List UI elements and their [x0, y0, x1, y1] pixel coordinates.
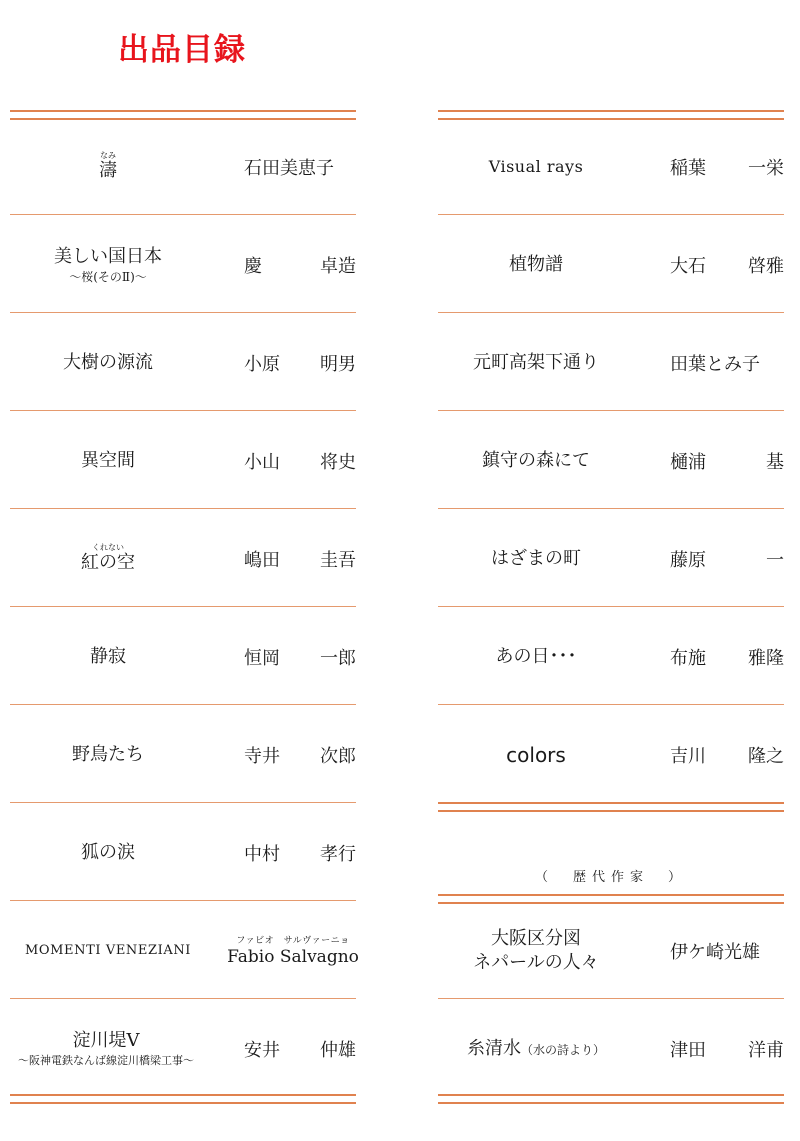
artist-given-name: 仲雄	[320, 1040, 356, 1061]
list-item	[438, 510, 784, 608]
artist-given-name: 明男	[320, 354, 356, 375]
artwork-title: 異空間	[81, 450, 135, 471]
list-item	[438, 902, 784, 1000]
artist-name-ruby: ファビオ サルヴァーニョ	[236, 935, 350, 946]
artist-given-name: 卓造	[320, 256, 356, 277]
list-item	[10, 118, 356, 216]
page-title: 出品目録	[118, 32, 246, 68]
artist-name: 大石	[670, 256, 706, 277]
artist-name: 吉川	[670, 746, 706, 767]
list-item	[438, 118, 784, 216]
artist-given-name: 啓雅	[748, 256, 784, 277]
list-item	[10, 216, 356, 314]
list-item	[10, 608, 356, 706]
artist-name: 石田美恵子	[244, 158, 334, 179]
row-divider	[438, 704, 784, 705]
list-item	[10, 412, 356, 510]
artist-name: 小山	[244, 452, 280, 473]
list-item	[438, 216, 784, 314]
row-divider	[10, 704, 356, 705]
bottom-double-rule	[10, 1094, 356, 1104]
artist-name: 中村	[244, 844, 280, 865]
artist-given-name: 雅隆	[748, 648, 784, 669]
artist-name: 津田	[670, 1040, 706, 1061]
artwork-title: Visual rays	[488, 157, 584, 176]
list-item	[10, 902, 359, 1000]
section-double-rule	[438, 802, 784, 812]
artist-given-name: 一郎	[320, 648, 356, 669]
artwork-title: 狐の涙	[81, 842, 135, 863]
artist-given-name: 隆之	[748, 746, 784, 767]
artwork-subtitle: 〜桜(そのⅡ)〜	[69, 270, 147, 284]
row-divider	[438, 312, 784, 313]
artist-name: 嶋田	[244, 550, 280, 571]
artist-name: 藤原	[670, 550, 706, 571]
artist-name: 恒岡	[244, 648, 280, 669]
artwork-title: 大阪区分図	[491, 928, 581, 949]
artwork-title: 大樹の源流	[63, 352, 153, 373]
list-item	[10, 314, 356, 412]
list-item	[438, 314, 784, 412]
artist-name: 稲葉	[670, 158, 706, 179]
artwork-subtitle: 〜阪神電鉄なんば線淀川橋梁工事〜	[18, 1054, 194, 1067]
artwork-title: 植物譜	[509, 254, 563, 275]
artwork-title-note: （水の詩より）	[520, 1042, 605, 1057]
artist-given-name: 孝行	[320, 844, 356, 865]
row-divider	[438, 508, 784, 509]
artwork-title: MOMENTI VENEZIANI	[24, 943, 192, 958]
row-divider	[438, 410, 784, 411]
artwork-title: colors	[506, 743, 566, 767]
artist-name: 小原	[244, 354, 280, 375]
artwork-title: はざまの町	[491, 548, 581, 569]
row-divider	[10, 802, 356, 803]
section-label: （ 歴代作家 ）	[534, 870, 687, 885]
row-divider	[438, 214, 784, 215]
artist-name: 慶	[244, 256, 262, 277]
artwork-title: 鎮守の森にて	[482, 450, 590, 471]
artist-name: 伊ケ崎光雄	[670, 942, 760, 963]
artwork-title: あの日･･･	[495, 646, 577, 667]
list-item	[438, 706, 784, 804]
artist-name: 安井	[244, 1040, 280, 1061]
list-item	[10, 1000, 356, 1098]
list-item	[438, 608, 784, 706]
row-divider	[10, 410, 356, 411]
row-divider	[10, 214, 356, 215]
artist-given-name: 一栄	[748, 158, 784, 179]
artist-name: 寺井	[244, 746, 280, 767]
artwork-title: 美しい国日本	[54, 246, 162, 267]
bottom-double-rule	[438, 1094, 784, 1104]
row-divider	[438, 998, 784, 999]
row-divider	[10, 606, 356, 607]
list-item	[10, 804, 356, 902]
row-divider	[10, 312, 356, 313]
artist-name: Fabio Salvagno	[227, 946, 359, 967]
artist-given-name: 将史	[320, 452, 356, 473]
artwork-title: 元町高架下通り	[473, 352, 599, 373]
artwork-title: 紅の空	[81, 552, 135, 573]
artwork-title: 濤	[99, 160, 117, 181]
row-divider	[10, 900, 356, 901]
title-ruby: くれない	[92, 543, 124, 552]
artist-name: 樋浦	[670, 452, 706, 473]
artwork-title-second: ネパールの人々	[473, 952, 599, 973]
artwork-title: 淀川堤Ⅴ	[72, 1030, 140, 1051]
row-divider	[438, 606, 784, 607]
list-item	[438, 412, 784, 510]
list-item	[10, 510, 356, 608]
artist-name: 田葉とみ子	[670, 354, 760, 375]
list-item	[10, 706, 356, 804]
title-ruby: なみ	[100, 151, 116, 160]
artist-given-name: 一	[766, 550, 784, 571]
artwork-title: 野鳥たち	[72, 744, 144, 765]
artist-given-name: 基	[766, 452, 784, 473]
artwork-title: 静寂	[90, 646, 126, 667]
artwork-title: 糸清水	[466, 1037, 521, 1059]
artist-given-name: 圭吾	[320, 550, 356, 571]
artist-name: 布施	[670, 648, 706, 669]
row-divider	[10, 508, 356, 509]
artist-given-name: 洋甫	[748, 1040, 784, 1061]
artist-given-name: 次郎	[320, 746, 356, 767]
row-divider	[10, 998, 356, 999]
list-item	[438, 1000, 784, 1098]
